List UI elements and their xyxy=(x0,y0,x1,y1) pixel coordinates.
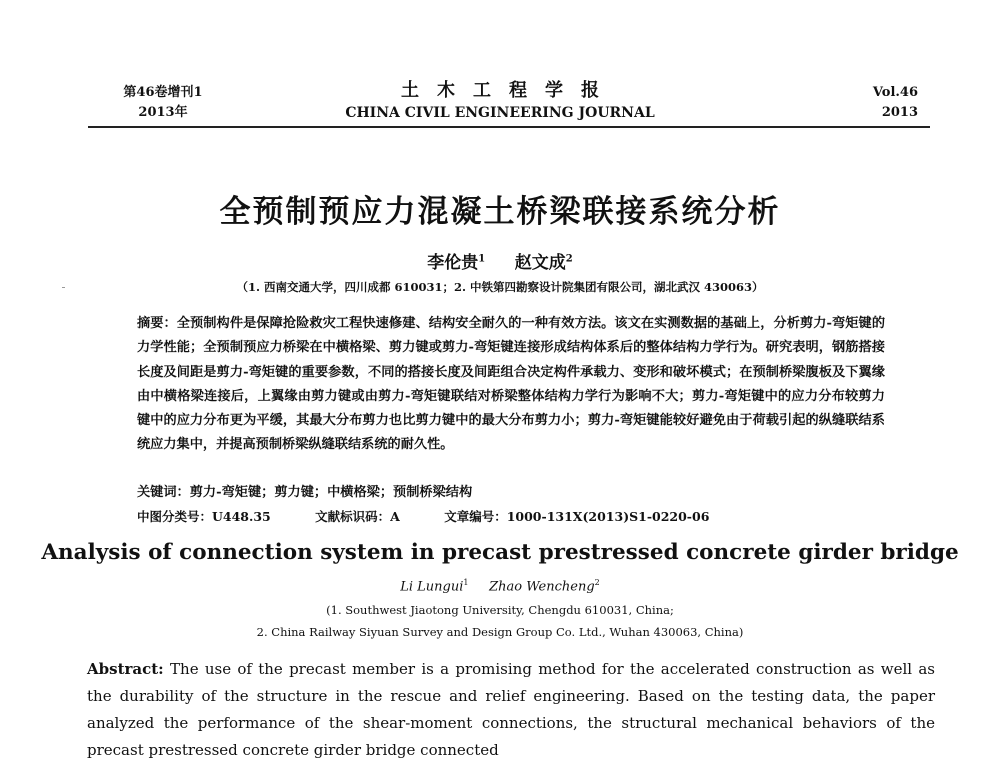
author-name-en: Zhao Wencheng xyxy=(489,579,595,595)
author-name: 赵文成 xyxy=(514,253,566,273)
affiliation-en-line: 2. China Railway Siyuan Survey and Design Group Co. Ltd., Wuhan 430063, China) xyxy=(256,625,744,639)
journal-title-en: CHINA CIVIL ENGINEERING JOURNAL xyxy=(345,105,655,121)
abstract-en xyxy=(87,656,935,764)
clc-value: U448.35 xyxy=(212,509,271,524)
journal-volume-info xyxy=(98,83,228,123)
author-name: 李伦贵 xyxy=(427,253,479,273)
affiliation-cn: （1. 西南交通大学，四川成都 610031；2. 中铁第四勘察设计院集团有限公司，湖北武汉 430063） xyxy=(236,280,764,294)
abstract-cn-label: 摘要： xyxy=(137,316,177,331)
abstract-cn-text: 全预制构件是保障抢险救灾工程快速修建、结构安全耐久的一种有效方法。该文在实测数据的基础上，分析剪力-弯矩键的力学性能；全预制预应力桥梁在中横格梁、剪力键或剪力-弯矩键连接形成结构体系后的整体结构力学行为。研究表明，钢筋搭接长度及间距是剪力-弯矩键的重要参数，不同的搭接长度及间距组合决定构件承载力、变形和破坏模式；在预制桥梁腹板及下翼缘由中横格梁连接后，上翼缘由剪力键或由剪力-弯矩键联结对桥梁整体结构力学行为影响不大；剪力-弯矩键中的应力分布较剪力键中的应力分布更为平缓，其最大分布剪力也比剪力键中的最大分布剪力小；剪力-弯矩键能较好避免由于荷载引起的纵缝联结系统应力集中，并提高预制桥梁纵缝联结系统的耐久性。 xyxy=(137,316,886,453)
abstract-en-label: Abstract: xyxy=(87,660,164,678)
affiliation-en-line: (1. Southwest Jiaotong University, Chengdu 610031, China; xyxy=(326,603,674,617)
abstract-cn xyxy=(137,312,885,458)
keywords-text: 剪力-弯矩键；剪力键；中横格梁；预制桥梁结构 xyxy=(189,485,473,500)
doc-code-value: A xyxy=(390,509,400,524)
paper-title-en: Analysis of connection system in precast prestressed concrete girder bridge xyxy=(41,540,959,565)
volume-issue: 第46卷增刊1 xyxy=(123,85,203,100)
journal-vol-en xyxy=(838,83,918,123)
article-no-value: 1000-131X(2013)S1-0220-06 xyxy=(506,509,710,524)
classification-line xyxy=(137,505,885,529)
author-mark-en: 2 xyxy=(594,578,600,587)
author-mark: 2 xyxy=(565,253,573,265)
authors-cn xyxy=(0,248,1000,273)
authors-en xyxy=(0,578,1000,594)
journal-title xyxy=(300,80,700,123)
volume-year-cn: 2013年 xyxy=(138,105,188,120)
paper-title-cn: 全预制预应力混凝土桥梁联接系统分析 xyxy=(219,194,781,230)
volume-number: Vol.46 xyxy=(872,85,918,100)
header-rule xyxy=(88,126,930,128)
clc-label: 中图分类号： xyxy=(137,509,213,524)
author-mark: 1 xyxy=(478,253,486,265)
keywords-label: 关键词： xyxy=(137,485,190,500)
keywords xyxy=(137,481,885,505)
journal-title-cn: 土木工程学报 xyxy=(401,80,617,101)
doc-code-label: 文献标识码： xyxy=(315,509,391,524)
author-mark-en: 1 xyxy=(463,578,469,587)
abstract-en-text: The use of the precast member is a promising method for the accelerated construction as well as the durability of the structure in the rescue and relief engineering. Based on the testing data, the paper analyzed the performance of the shear-moment connections, the structural mechanical behaviors of the precast prestressed concrete girder bridge connected xyxy=(87,660,935,759)
article-no-label: 文章编号： xyxy=(444,509,507,524)
affiliation-en xyxy=(0,599,1000,643)
volume-year: 2013 xyxy=(881,105,918,120)
author-name-en: Li Lungui xyxy=(400,579,464,595)
